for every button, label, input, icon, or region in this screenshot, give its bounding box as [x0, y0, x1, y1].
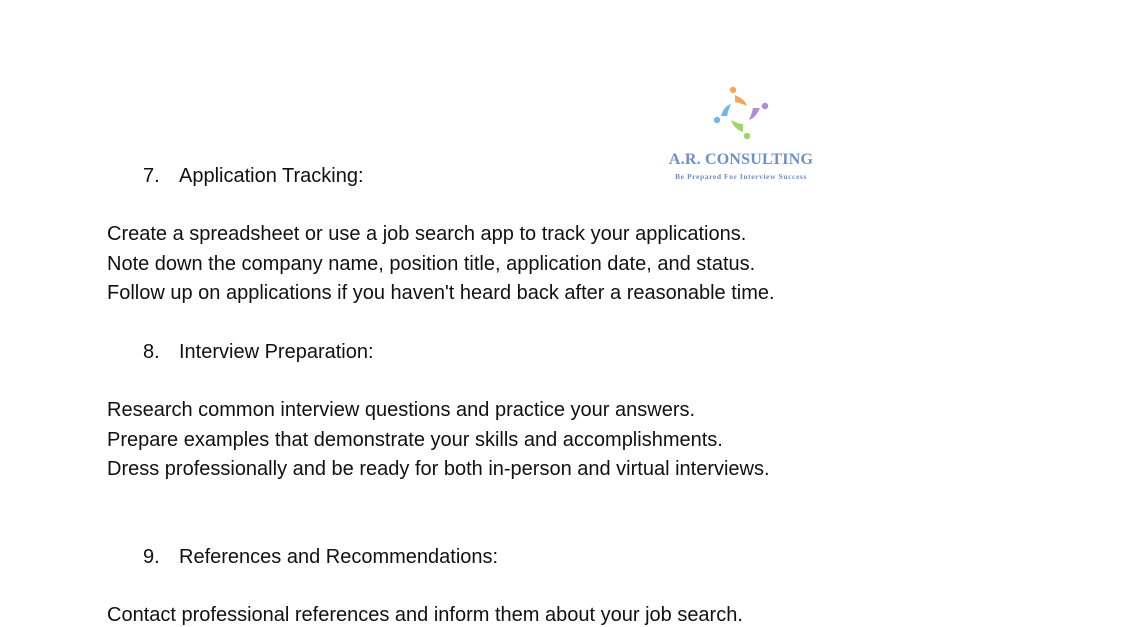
- section-title: Application Tracking:: [179, 165, 364, 187]
- section-heading: [143, 545, 498, 569]
- logo-tagline: Be Prepared For Interview Success: [675, 172, 807, 181]
- section-number: 8.: [143, 341, 160, 363]
- section-number: 7.: [143, 165, 160, 187]
- body-line: Prepare examples that demonstrate your skills and accomplishments.: [107, 429, 723, 451]
- section-title: References and Recommendations:: [179, 546, 499, 568]
- body-line: Note down the company name, position title, application date, and status.: [107, 253, 756, 275]
- company-logo: [655, 84, 827, 184]
- people-circle-logo-icon: [711, 84, 771, 142]
- section-title: Interview Preparation:: [179, 341, 374, 363]
- body-line: Follow up on applications if you haven't heard back after a reasonable time.: [107, 282, 775, 304]
- body-line: Create a spreadsheet or use a job search app to track your applications.: [107, 223, 747, 245]
- section-heading: [143, 340, 374, 364]
- body-line: Research common interview questions and practice your answers.: [107, 399, 696, 421]
- logo-company-name: A.R. CONSULTING: [668, 151, 814, 168]
- section-number: 9.: [143, 546, 160, 568]
- section-heading: [143, 164, 364, 188]
- body-line: Dress professionally and be ready for both in-person and virtual interviews.: [107, 458, 770, 480]
- body-line: Contact professional references and inform them about your job search.: [107, 604, 743, 626]
